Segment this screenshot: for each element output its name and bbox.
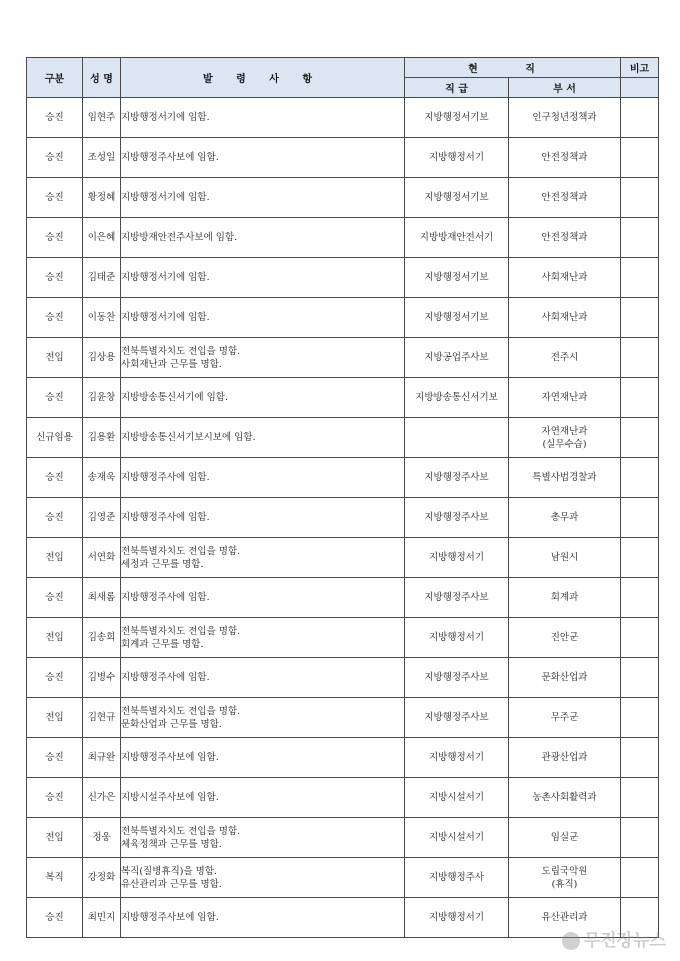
cell-name: 김병수 [83,658,121,698]
table-row [27,498,659,538]
header-department: 부 서 [509,78,621,98]
cell-details [121,498,405,538]
cell-remarks [621,698,659,738]
department-line: 도립국악원 [541,865,588,877]
details-line: 지방방재안전주사보에 임함. [121,232,238,243]
cell-details [121,578,405,618]
cell-remarks [621,218,659,258]
table-row [27,618,659,658]
cell-details [121,858,405,898]
cell-remarks [621,498,659,538]
cell-grade: 지방행정주사 [405,858,509,898]
cell-details [121,818,405,858]
cell-category: 승진 [27,378,83,418]
cell-category: 전입 [27,338,83,378]
cell-department [509,778,621,818]
cell-remarks [621,738,659,778]
department-line: 인구청년정책과 [532,112,597,123]
cell-name: 정웅 [83,818,121,858]
cell-grade: 지방행정주사보 [405,498,509,538]
details-line: 지방행정주사에 임함. [121,512,210,523]
details-line: 지방행정주사에 임함. [121,472,210,483]
cell-grade: 지방행정서기 [405,138,509,178]
cell-details [121,658,405,698]
cell-details [121,258,405,298]
cell-category: 복직 [27,858,83,898]
cell-name: 이은혜 [83,218,121,258]
cell-details [121,378,405,418]
cell-details [121,458,405,498]
cell-remarks [621,658,659,698]
department-line: 사회재난과 [541,312,588,323]
department-line: 안전정책과 [541,192,588,203]
cell-department [509,858,621,898]
cell-category: 승진 [27,258,83,298]
cell-department [509,498,621,538]
department-line: 유산관리과 [541,912,588,923]
cell-details [121,298,405,338]
cell-details [121,338,405,378]
cell-grade: 지방시설서기 [405,778,509,818]
cell-details [121,98,405,138]
department-line: 전주시 [550,352,579,363]
details-line: 지방행정주사보에 임함. [121,752,219,763]
department-line: 임실군 [550,832,579,843]
cell-department [509,378,621,418]
department-line: 자연재난과 [541,392,588,403]
cell-name: 김영준 [83,498,121,538]
cell-category: 승진 [27,458,83,498]
department-line: 진안군 [550,632,579,643]
header-remarks: 비고 [621,58,659,78]
cell-department [509,538,621,578]
appointment-table [26,57,659,938]
table-row [27,338,659,378]
cell-name: 조성일 [83,138,121,178]
details-line: 문화산업과 근무를 명함. [121,718,222,730]
cell-department [509,178,621,218]
table-row [27,218,659,258]
department-line: 농촌사회활력과 [532,792,597,803]
cell-category: 승진 [27,178,83,218]
details-line: 체육정책과 근무를 명함. [121,838,222,850]
table-row [27,298,659,338]
watermark [562,926,666,951]
cell-name: 강정화 [83,858,121,898]
details-line: 복직(질병휴직)을 명함. [121,865,218,877]
department-line: 안전정책과 [541,152,588,163]
header-category: 구분 [27,58,83,98]
cell-remarks [621,458,659,498]
cell-department [509,738,621,778]
cell-category: 전입 [27,538,83,578]
cell-details [121,138,405,178]
cell-department [509,618,621,658]
details-line: 회계과 근무를 명함. [121,638,204,650]
table-row [27,378,659,418]
cell-details [121,218,405,258]
cell-name: 이동찬 [83,298,121,338]
cell-name: 최민지 [83,898,121,938]
department-line: (실무수습) [542,438,587,450]
cell-grade: 지방행정서기 [405,538,509,578]
cell-grade: 지방행정서기 [405,898,509,938]
cell-remarks [621,858,659,898]
cell-remarks [621,618,659,658]
department-line: 회계과 [550,592,579,603]
header-details: 발 령 사 항 [121,58,405,98]
details-line: 지방행정서기에 임함. [121,312,210,323]
cell-department [509,338,621,378]
department-line: 자연재난과 [541,425,588,437]
cell-category: 승진 [27,298,83,338]
table-row [27,698,659,738]
details-line: 세정과 근무를 명함. [121,558,204,570]
details-line: 지방행정주사에 임함. [121,672,210,683]
cell-remarks [621,298,659,338]
cell-department [509,698,621,738]
watermark-text: 무진장뉴스 [583,931,666,951]
header-grade: 직 급 [405,78,509,98]
cell-remarks [621,378,659,418]
cell-category: 승진 [27,498,83,538]
cell-name: 김용환 [83,418,121,458]
details-line: 지방행정서기에 임함. [121,272,210,283]
header-current-position: 현 직 [405,58,621,78]
cell-name: 김윤창 [83,378,121,418]
cell-details [121,538,405,578]
table-row [27,138,659,178]
cell-category: 승진 [27,658,83,698]
cell-grade: 지방방재안전서기 [405,218,509,258]
cell-department [509,298,621,338]
cell-grade: 지방행정서기 [405,618,509,658]
cell-category: 승진 [27,778,83,818]
cell-department [509,578,621,618]
details-line: 지방행정주사에 임함. [121,592,210,603]
cell-grade: 지방행정서기보 [405,178,509,218]
table-row [27,778,659,818]
details-line: 지방행정주사보에 임함. [121,912,219,923]
department-line: 사회재난과 [541,272,588,283]
cell-details [121,178,405,218]
cell-remarks [621,178,659,218]
department-line: 총무과 [550,512,579,523]
cell-department [509,418,621,458]
cell-name: 서연화 [83,538,121,578]
watermark-logo-icon [562,932,580,950]
cell-grade: 지방행정주사보 [405,698,509,738]
cell-name: 최새롬 [83,578,121,618]
cell-name: 김송희 [83,618,121,658]
cell-category: 승진 [27,898,83,938]
cell-grade: 지방행정주사보 [405,658,509,698]
cell-name: 신가은 [83,778,121,818]
cell-name: 김현규 [83,698,121,738]
details-line: 전북특별자치도 전입을 명함. [121,705,241,717]
details-line: 지방방송통신서기보시보에 임함. [121,432,256,443]
cell-category: 신규임용 [27,418,83,458]
department-line: 관광산업과 [541,752,588,763]
table-row [27,98,659,138]
table-row [27,418,659,458]
table-row [27,858,659,898]
cell-name: 최규완 [83,738,121,778]
cell-grade: 지방행정서기보 [405,98,509,138]
table-row [27,818,659,858]
table-row [27,658,659,698]
cell-name: 김상용 [83,338,121,378]
cell-details [121,418,405,458]
header-name: 성 명 [83,58,121,98]
cell-department [509,258,621,298]
details-line: 지방시설주사보에 임함. [121,792,219,803]
cell-details [121,738,405,778]
cell-grade: 지방행정주사보 [405,458,509,498]
cell-grade: 지방행정주사보 [405,578,509,618]
cell-category: 승진 [27,218,83,258]
cell-grade [405,418,509,458]
cell-grade: 지방공업주사보 [405,338,509,378]
department-line: 남원시 [550,552,579,563]
details-line: 유산관리과 근무를 명함. [121,878,222,890]
cell-category: 승진 [27,738,83,778]
cell-name: 황정혜 [83,178,121,218]
cell-category: 승진 [27,578,83,618]
details-line: 전북특별자치도 전입을 명함. [121,625,241,637]
cell-details [121,618,405,658]
department-line: 문화산업과 [541,672,588,683]
details-line: 지방행정주사보에 임함. [121,152,219,163]
cell-grade: 지방행정서기보 [405,258,509,298]
details-line: 지방행정서기에 임함. [121,192,210,203]
details-line: 전북특별자치도 전입을 명함. [121,345,241,357]
table-row [27,538,659,578]
cell-category: 승진 [27,98,83,138]
table-body [27,98,659,938]
cell-grade: 지방행정서기보 [405,298,509,338]
table-row [27,178,659,218]
cell-department [509,218,621,258]
cell-remarks [621,538,659,578]
department-line: 특별사법경찰과 [532,472,597,483]
cell-remarks [621,778,659,818]
department-line: (휴직) [551,878,578,890]
cell-category: 전입 [27,618,83,658]
details-line: 지방방송통신서기에 임함. [121,392,228,403]
cell-department [509,658,621,698]
cell-name: 송재욱 [83,458,121,498]
department-line: 안전정책과 [541,232,588,243]
cell-name: 김태준 [83,258,121,298]
table-row [27,258,659,298]
cell-remarks [621,818,659,858]
cell-remarks [621,578,659,618]
cell-department [509,818,621,858]
cell-details [121,778,405,818]
table-row [27,738,659,778]
details-line: 전북특별자치도 전입을 명함. [121,825,241,837]
cell-category: 승진 [27,138,83,178]
cell-department [509,458,621,498]
cell-category: 전입 [27,818,83,858]
cell-remarks [621,418,659,458]
cell-remarks [621,258,659,298]
cell-grade: 지방시설서기 [405,818,509,858]
department-line: 무주군 [550,712,579,723]
table-row [27,458,659,498]
cell-name: 임현주 [83,98,121,138]
cell-details [121,898,405,938]
details-line: 사회재난과 근무를 명함. [121,358,222,370]
cell-details [121,698,405,738]
cell-department [509,98,621,138]
cell-category: 전입 [27,698,83,738]
cell-grade: 지방행정서기 [405,738,509,778]
header-remarks-sub [621,78,659,98]
cell-remarks [621,138,659,178]
table-row [27,578,659,618]
cell-remarks [621,338,659,378]
details-line: 전북특별자치도 전입을 명함. [121,545,241,557]
cell-grade: 지방방송통신서기보 [405,378,509,418]
cell-department [509,138,621,178]
details-line: 지방행정서기에 임함. [121,112,210,123]
cell-remarks [621,98,659,138]
